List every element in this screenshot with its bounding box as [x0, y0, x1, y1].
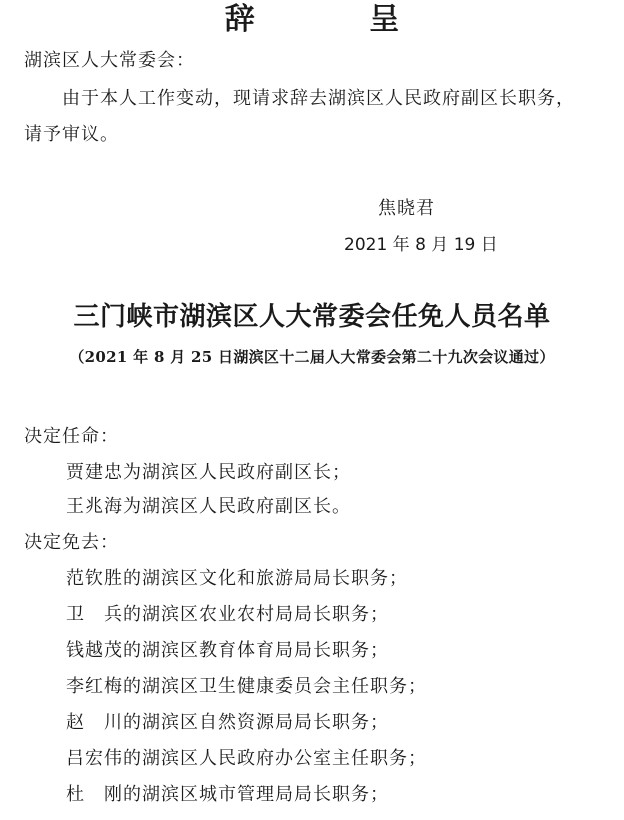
appointment-item: 贾建忠为湖滨区人民政府副区长；: [66, 462, 351, 483]
removal-item: 李红梅的湖滨区卫生健康委员会主任职务；: [66, 676, 427, 697]
resignation-body-line-2: 请予审议。: [24, 124, 119, 145]
list-subtitle: （2021 年 8 月 25 日湖滨区十二届人大常委会第二十九次会议通过）: [69, 348, 555, 366]
removal-item: 卫 兵的湖滨区农业农村局局长职务；: [66, 604, 389, 625]
list-title: 三门峡市湖滨区人大常委会任免人员名单: [73, 302, 551, 332]
resignation-date: 2021 年 8 月 19 日: [344, 235, 498, 255]
removal-item: 钱越茂的湖滨区教育体育局局长职务；: [66, 640, 389, 661]
resignation-title: 辞 呈: [224, 2, 452, 37]
resignation-addressee: 湖滨区人大常委会：: [24, 50, 195, 71]
removal-item: 范钦胜的湖滨区文化和旅游局局长职务；: [66, 568, 408, 589]
resignation-signer: 焦晓君: [378, 198, 435, 219]
resignation-body-line-1: 由于本人工作变动，现请求辞去湖滨区人民政府副区长职务，: [62, 88, 575, 109]
remove-section-label: 决定免去：: [24, 532, 119, 553]
appoint-section-label: 决定任命：: [24, 426, 119, 447]
removal-item: 杜 刚的湖滨区城市管理局局长职务；: [66, 784, 389, 805]
appointment-item: 王兆海为湖滨区人民政府副区长。: [66, 496, 351, 517]
removal-item: 赵 川的湖滨区自然资源局局长职务；: [66, 712, 389, 733]
removal-item: 吕宏伟的湖滨区人民政府办公室主任职务；: [66, 748, 427, 769]
